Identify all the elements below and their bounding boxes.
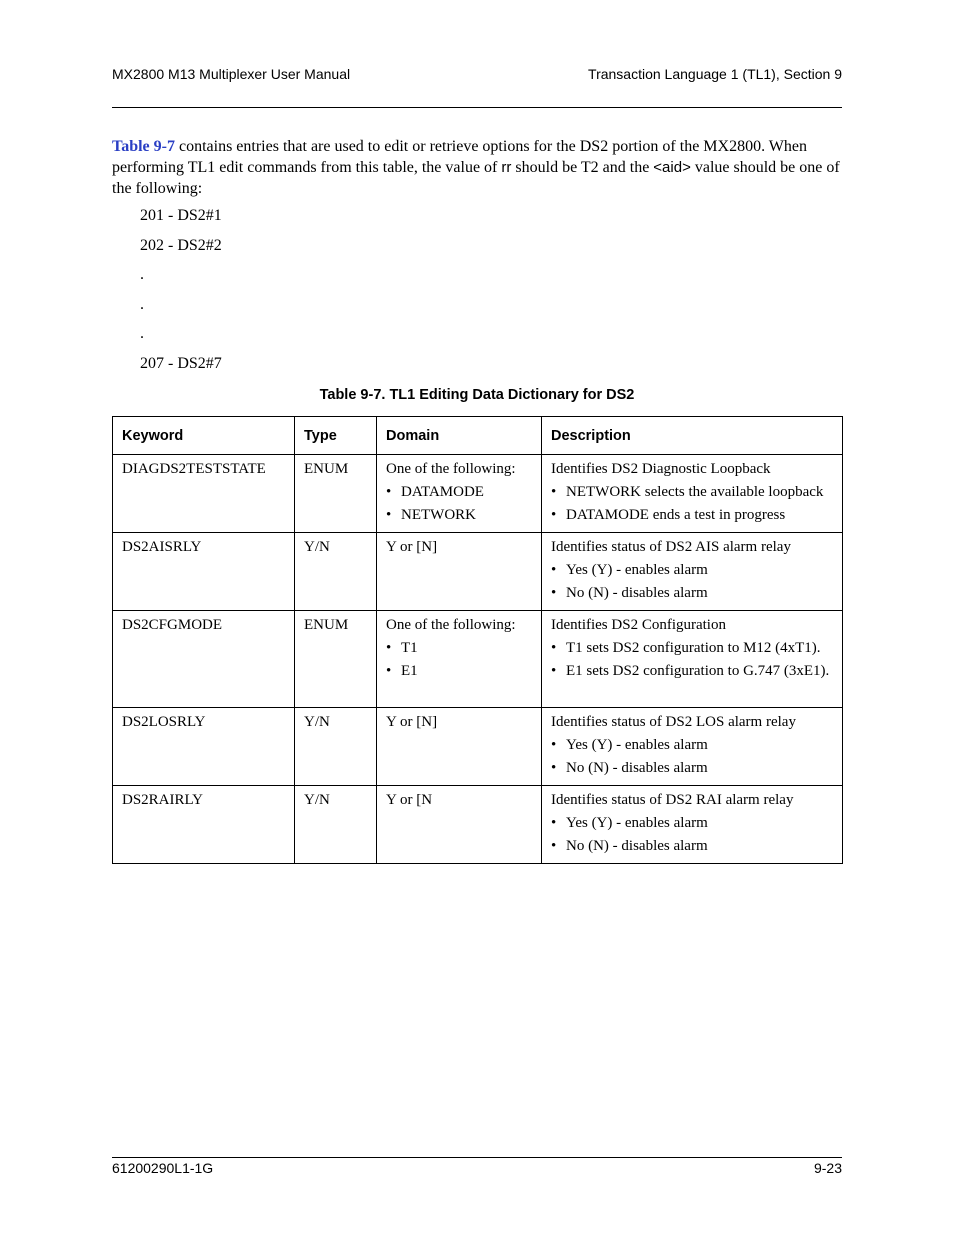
- cell-description: [542, 786, 843, 864]
- table-row: [113, 533, 843, 611]
- domain-text: Y or [N: [386, 792, 433, 808]
- aid-value-7: 207 - DS2#7: [140, 355, 222, 372]
- header-divider: [112, 107, 842, 108]
- header-domain: Domain: [377, 417, 542, 455]
- table-header-row: [113, 417, 843, 455]
- cell-type: Y/N: [295, 708, 377, 786]
- document-number: 61200290L1-1G: [112, 1160, 214, 1176]
- domain-text: One of the following:: [386, 617, 516, 633]
- domain-text: Y or [N]: [386, 714, 438, 730]
- description-item-text: Yes (Y) - enables alarm: [566, 815, 708, 831]
- intro-rr: rr: [501, 159, 512, 176]
- description-bullet-item: [551, 814, 833, 833]
- bullet-dot: •: [551, 585, 557, 601]
- table-row: [113, 786, 843, 864]
- description-bullet-item: [551, 506, 833, 525]
- aid-value-1: 201 - DS2#1: [140, 207, 222, 224]
- description-text: Identifies DS2 Configuration: [551, 617, 726, 633]
- header-description: Description: [542, 417, 843, 455]
- cell-keyword: DS2AISRLY: [113, 533, 295, 611]
- domain-bullet-item: [386, 662, 532, 681]
- bullet-dot: •: [551, 815, 557, 831]
- bullet-dot: •: [551, 838, 557, 854]
- header-keyword: Keyword: [113, 417, 295, 455]
- cell-domain: [377, 533, 542, 611]
- domain-bullet-item: [386, 639, 532, 658]
- cell-description: [542, 708, 843, 786]
- cell-type: Y/N: [295, 533, 377, 611]
- domain-text: One of the following:: [386, 461, 516, 477]
- description-bullet-item: [551, 639, 833, 658]
- cell-domain: [377, 455, 542, 533]
- aid-value-2: 202 - DS2#2: [140, 237, 222, 254]
- bullet-dot: •: [551, 484, 557, 500]
- intro-text-3: value should be one of the following:: [112, 159, 840, 197]
- cell-keyword: DS2RAIRLY: [113, 786, 295, 864]
- intro-aid: <aid>: [653, 159, 691, 176]
- description-item-text: No (N) - disables alarm: [566, 838, 708, 854]
- cell-description: [542, 455, 843, 533]
- description-bullet-item: [551, 736, 833, 755]
- intro-text-1: contains entries that are used to edit or retrieve options for the DS2 portion of the MX2800. When performing TL1 edit commands from this table, the value of: [112, 138, 807, 176]
- description-text: Identifies DS2 Diagnostic Loopback: [551, 461, 771, 477]
- description-bullet-item: [551, 561, 833, 580]
- header-section-title: Transaction Language 1 (TL1), Section 9: [588, 66, 842, 82]
- aid-ellipsis-1: .: [140, 266, 144, 283]
- description-item-text: No (N) - disables alarm: [566, 585, 708, 601]
- description-item-text: DATAMODE ends a test in progress: [566, 507, 786, 523]
- bullet-dot: •: [551, 760, 557, 776]
- domain-bullet-item: [386, 506, 532, 525]
- domain-item-text: E1: [401, 663, 418, 679]
- domain-item-text: T1: [401, 640, 418, 656]
- domain-text: Y or [N]: [386, 539, 438, 555]
- description-text: Identifies status of DS2 RAI alarm relay: [551, 792, 794, 808]
- page-number: 9-23: [813, 1160, 842, 1176]
- page-footer: [112, 1160, 842, 1176]
- cell-type: Y/N: [295, 786, 377, 864]
- bullet-dot: •: [551, 562, 557, 578]
- cell-keyword: DS2LOSRLY: [113, 708, 295, 786]
- description-item-text: E1 sets DS2 configuration to G.747 (3xE1).: [566, 663, 830, 679]
- bullet-dot: •: [386, 640, 392, 656]
- bullet-dot: •: [551, 640, 557, 656]
- cell-domain: [377, 708, 542, 786]
- cell-domain: [377, 611, 542, 708]
- description-item-text: Yes (Y) - enables alarm: [566, 562, 708, 578]
- domain-bullet-item: [386, 483, 532, 502]
- bullet-dot: •: [386, 507, 392, 523]
- description-bullet-item: [551, 483, 833, 502]
- aid-ellipsis-2: .: [140, 296, 144, 313]
- description-bullet-item: [551, 662, 833, 681]
- table-row: [113, 455, 843, 533]
- table-row: [113, 611, 843, 708]
- cell-keyword: DIAGDS2TESTSTATE: [113, 455, 295, 533]
- table-row: [113, 708, 843, 786]
- cell-type: ENUM: [295, 611, 377, 708]
- description-text: Identifies status of DS2 LOS alarm relay: [551, 714, 796, 730]
- cell-description: [542, 611, 843, 708]
- bullet-dot: •: [551, 507, 557, 523]
- description-bullet-item: [551, 837, 833, 856]
- description-bullet-item: [551, 759, 833, 778]
- description-bullet-item: [551, 584, 833, 603]
- header-manual-title: MX2800 M13 Multiplexer User Manual: [112, 66, 351, 82]
- description-item-text: No (N) - disables alarm: [566, 760, 708, 776]
- cell-type: ENUM: [295, 455, 377, 533]
- data-dictionary-table: [112, 416, 843, 864]
- bullet-dot: •: [386, 484, 392, 500]
- bullet-dot: •: [551, 663, 557, 679]
- bullet-dot: •: [551, 737, 557, 753]
- table-reference-link[interactable]: Table 9-7: [112, 138, 175, 155]
- aid-ellipsis-3: .: [140, 325, 144, 342]
- description-item-text: T1 sets DS2 configuration to M12 (4xT1).: [566, 640, 821, 656]
- cell-description: [542, 533, 843, 611]
- intro-paragraph: [112, 136, 842, 199]
- cell-keyword: DS2CFGMODE: [113, 611, 295, 708]
- domain-item-text: NETWORK: [401, 507, 476, 523]
- cell-domain: [377, 786, 542, 864]
- footer-divider: [112, 1157, 842, 1158]
- header-type: Type: [295, 417, 377, 455]
- description-text: Identifies status of DS2 AIS alarm relay: [551, 539, 791, 555]
- table-caption: Table 9-7. TL1 Editing Data Dictionary for DS2: [319, 387, 635, 403]
- description-item-text: Yes (Y) - enables alarm: [566, 737, 708, 753]
- bullet-dot: •: [386, 663, 392, 679]
- description-item-text: NETWORK selects the available loopback: [566, 484, 824, 500]
- domain-item-text: DATAMODE: [401, 484, 484, 500]
- page-header: [112, 66, 842, 82]
- intro-text-2: should be T2 and the: [511, 159, 654, 176]
